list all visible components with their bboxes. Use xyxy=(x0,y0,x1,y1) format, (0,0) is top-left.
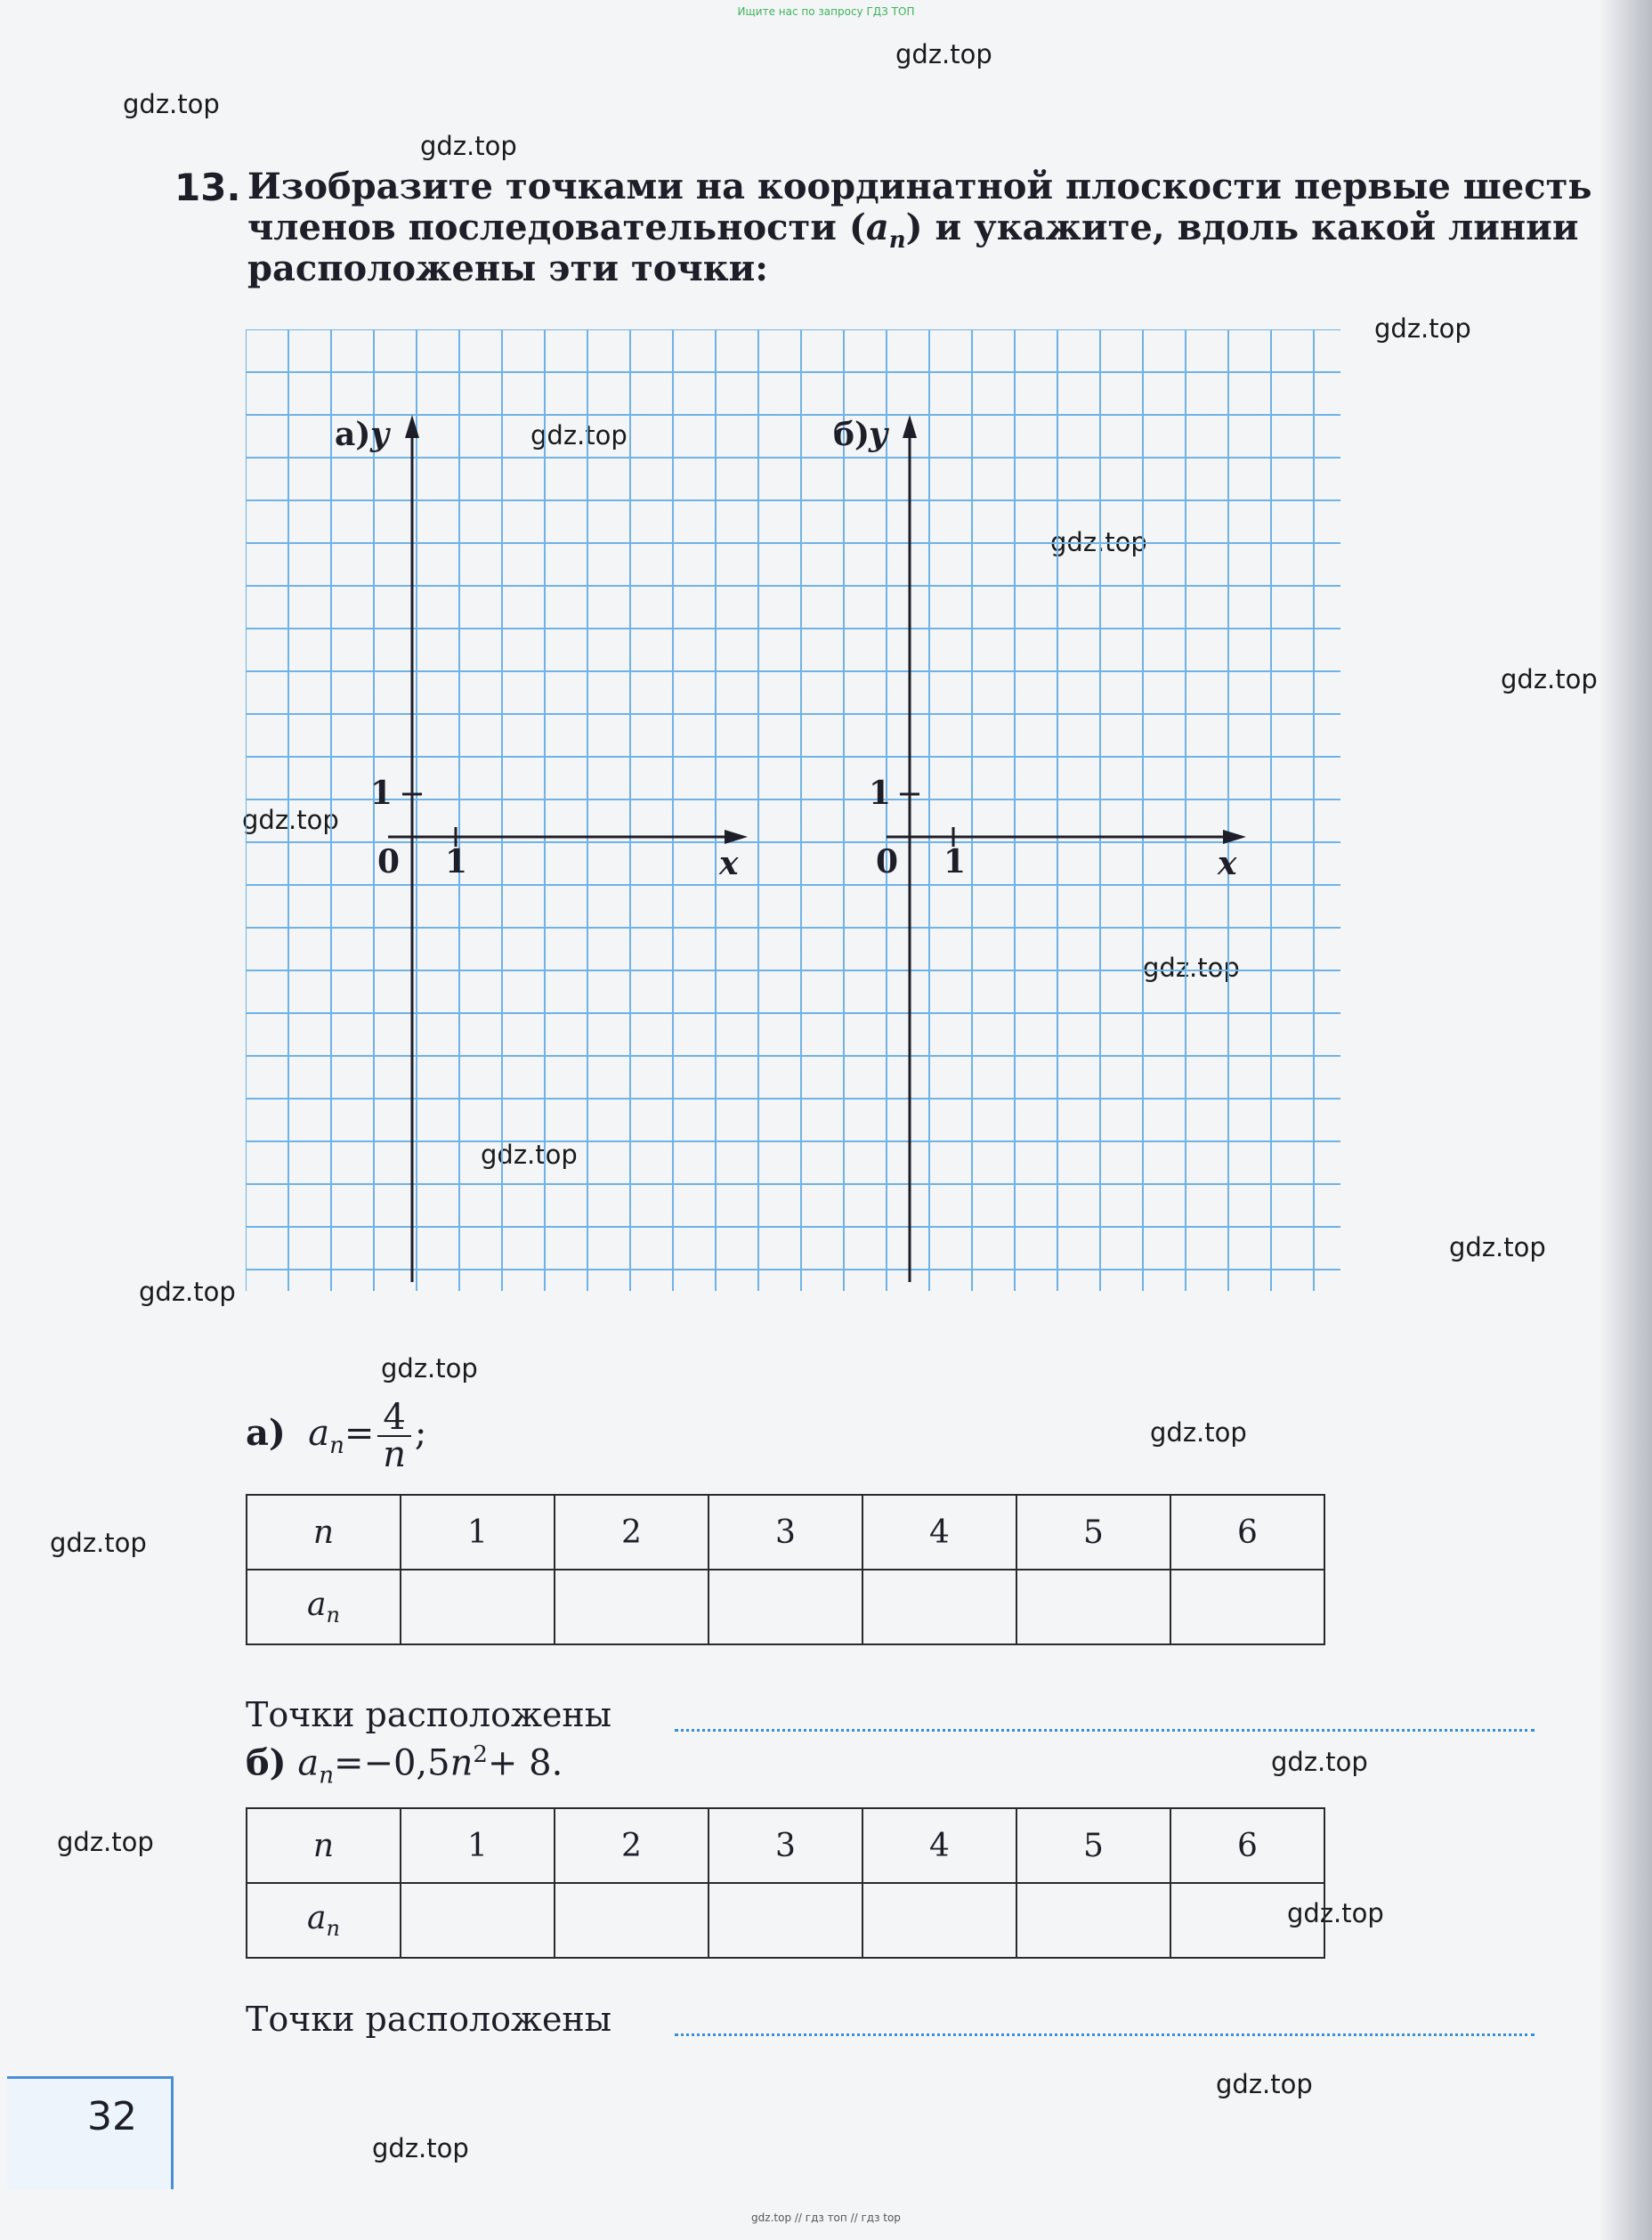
graph-a-label: а) xyxy=(335,416,371,453)
answer-label-b: Точки расположены xyxy=(246,2000,612,2039)
watermark: gdz.top xyxy=(123,89,220,119)
watermark: gdz.top xyxy=(1374,313,1471,344)
coordinate-grid xyxy=(246,329,1340,1294)
y-label-b: y xyxy=(869,416,887,453)
table-row xyxy=(247,1570,1324,1644)
table-cell-answer[interactable] xyxy=(862,1883,1016,1958)
x-label-a: x xyxy=(719,845,739,882)
graph-b-label: б) xyxy=(833,416,871,453)
watermark: gdz.top xyxy=(381,1353,478,1384)
table-cell-n: 4 xyxy=(862,1495,1016,1570)
table-cell-answer[interactable] xyxy=(1016,1883,1170,1958)
grid-svg xyxy=(246,329,1340,1291)
watermark: gdz.top xyxy=(1287,1898,1384,1928)
table-head-n: n xyxy=(247,1495,401,1570)
watermark: gdz.top xyxy=(1150,1417,1247,1448)
table-cell-n: 2 xyxy=(555,1495,709,1570)
fraction-4-over-n: $\frac{4}{n}$ xyxy=(377,1400,410,1473)
footer-note: gdz.top // гдз топ // гдз top xyxy=(751,2212,901,2224)
y-arrow-b xyxy=(903,415,917,438)
page-number: 32 xyxy=(87,2094,137,2139)
table-cell-n: 2 xyxy=(555,1808,709,1883)
x-label-b: x xyxy=(1218,845,1237,882)
table-row xyxy=(247,1808,1324,1883)
origin-b: 0 xyxy=(876,843,899,881)
task-text-line3: расположены эти точки: xyxy=(247,248,769,289)
table-cell-n: 4 xyxy=(862,1808,1016,1883)
table-cell-n: 5 xyxy=(1016,1495,1170,1570)
watermark: gdz.top xyxy=(50,1528,147,1558)
task-number: 13. xyxy=(174,166,241,209)
tick-one-y-a: 1 xyxy=(370,775,393,812)
watermark: gdz.top xyxy=(1501,664,1598,694)
watermark: gdz.top xyxy=(420,131,517,161)
watermark: gdz.top xyxy=(1216,2069,1313,2099)
tick-one-x-b: 1 xyxy=(943,843,967,881)
table-cell-answer[interactable] xyxy=(709,1883,862,1958)
watermark: gdz.top xyxy=(242,805,339,835)
watermark: gdz.top xyxy=(895,39,992,69)
table-head-an: $a_n$ xyxy=(247,1570,401,1644)
table-cell-answer[interactable] xyxy=(1170,1883,1324,1958)
axes-a xyxy=(388,415,748,1282)
table-row xyxy=(247,1883,1324,1958)
table-cell-answer[interactable] xyxy=(862,1570,1016,1644)
answer-line-a[interactable] xyxy=(675,1729,1535,1732)
table-cell-answer[interactable] xyxy=(1016,1570,1170,1644)
tick-one-y-b: 1 xyxy=(869,775,892,812)
table-cell-n: 6 xyxy=(1170,1495,1324,1570)
table-a xyxy=(246,1494,1325,1645)
header-banner: Ищите нас по запросу ГДЗ ТОП xyxy=(737,5,915,18)
formula-b: б) $a_n=-0,5n^2+ 8$. xyxy=(246,1741,563,1790)
table-cell-n: 3 xyxy=(709,1808,862,1883)
watermark: gdz.top xyxy=(530,420,628,450)
watermark: gdz.top xyxy=(57,1827,154,1857)
answer-label-a: Точки расположены xyxy=(246,1695,612,1734)
y-label-a: y xyxy=(370,416,389,453)
watermark: gdz.top xyxy=(1143,953,1240,983)
table-cell-n: 3 xyxy=(709,1495,862,1570)
task-text-line2: членов последовательности $(a_n)$ и укажите, вдоль какой линии xyxy=(247,207,1579,254)
table-row xyxy=(247,1495,1324,1570)
axes-b xyxy=(887,415,1246,1282)
table-cell-n: 6 xyxy=(1170,1808,1324,1883)
watermark: gdz.top xyxy=(372,2133,469,2163)
origin-a: 0 xyxy=(377,843,401,881)
grid-lines xyxy=(246,329,1340,1291)
watermark: gdz.top xyxy=(1271,1747,1368,1777)
task-text-line1: Изобразите точками на координатной плоскости первые шесть xyxy=(247,166,1592,207)
table-cell-answer[interactable] xyxy=(709,1570,862,1644)
watermark: gdz.top xyxy=(481,1140,578,1170)
formula-a: а) $a_n=$ $\frac{4}{n}$ ; xyxy=(246,1397,427,1475)
table-cell-n: 1 xyxy=(401,1808,555,1883)
watermark: gdz.top xyxy=(1050,527,1147,557)
table-cell-answer[interactable] xyxy=(555,1570,709,1644)
table-head-an: $a_n$ xyxy=(247,1883,401,1958)
table-b xyxy=(246,1807,1325,1959)
tick-one-x-a: 1 xyxy=(445,843,468,881)
page-edge-shadow xyxy=(1599,0,1652,2240)
table-cell-n: 5 xyxy=(1016,1808,1170,1883)
table-cell-answer[interactable] xyxy=(401,1883,555,1958)
table-head-n: n xyxy=(247,1808,401,1883)
watermark: gdz.top xyxy=(139,1277,236,1307)
table-cell-answer[interactable] xyxy=(1170,1570,1324,1644)
table-cell-answer[interactable] xyxy=(401,1570,555,1644)
watermark: gdz.top xyxy=(1449,1232,1546,1262)
table-cell-answer[interactable] xyxy=(555,1883,709,1958)
table-cell-n: 1 xyxy=(401,1495,555,1570)
answer-line-b[interactable] xyxy=(675,2033,1535,2036)
